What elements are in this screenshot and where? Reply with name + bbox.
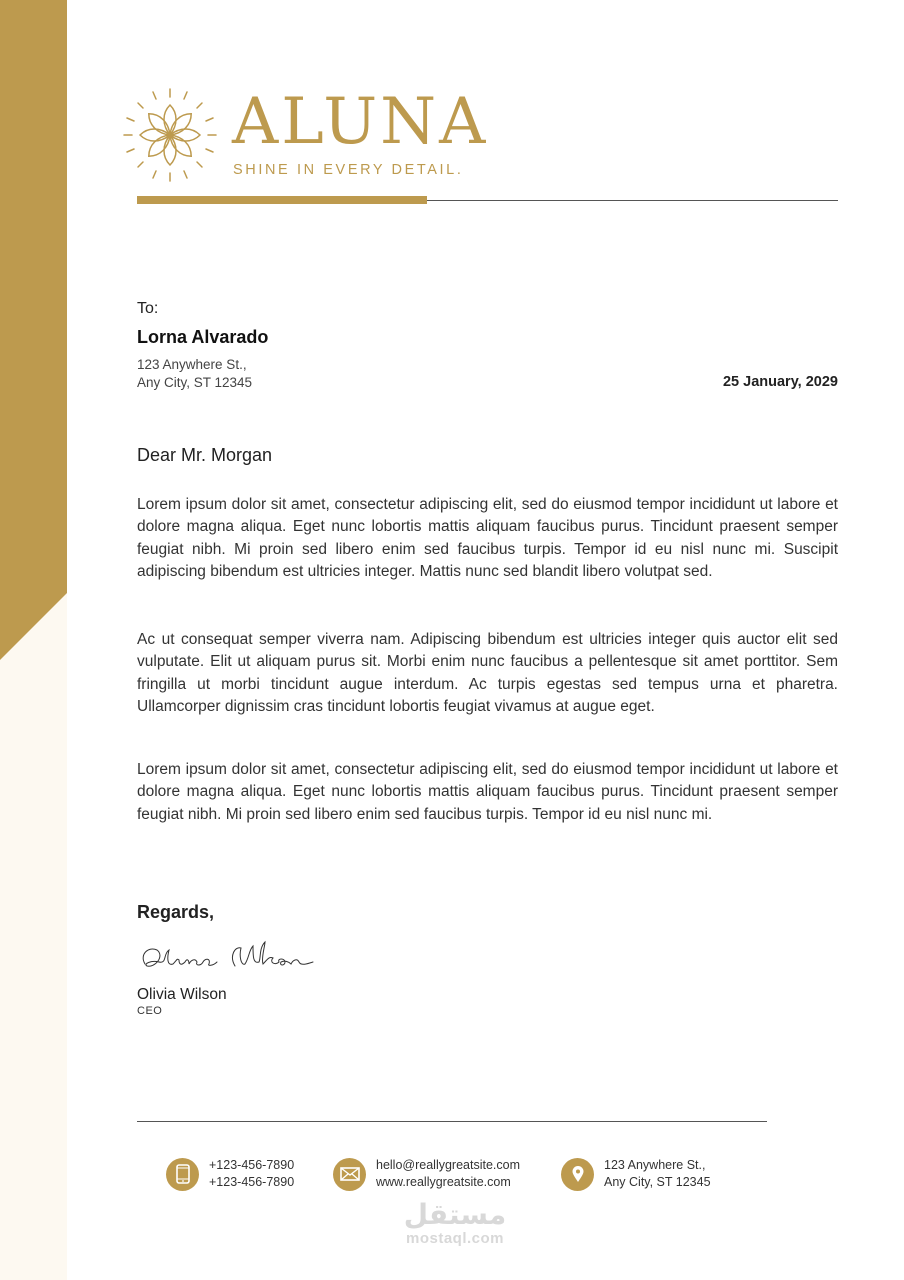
left-gold-band xyxy=(0,0,67,660)
salutation: Dear Mr. Morgan xyxy=(137,445,273,465)
brand-name: ALUNA xyxy=(232,85,489,159)
address-line2: Any City, ST 12345 xyxy=(604,1175,711,1189)
header-thin-rule xyxy=(427,200,838,201)
lotus-flower-icon xyxy=(120,82,230,192)
signer-name: Olivia Wilson xyxy=(137,986,227,1003)
phone-icon xyxy=(166,1158,199,1191)
body-paragraph: Ac ut consequat semper viverra nam. Adipiscing bibendum est ultricies integer quis auctor elit sed vulputate. Elit ut aliquam purus sit. Morbi enim nunc faucibus a pellentesque sit amet porttitor. Sem fringilla ut morbi tincidunt augue interdum. Ac turpis egestas sed tempus urna et pharetra. Ullamcorper dignissim cras tincidunt lobortis feugiat vivamus at augue eget. xyxy=(137,631,838,716)
recipient-address-line1: 123 Anywhere St., xyxy=(137,357,247,372)
signer-title: CEO xyxy=(137,1005,163,1017)
brand-tagline: SHINE IN EVERY DETAIL. xyxy=(233,162,464,178)
contact-phone xyxy=(166,1157,294,1191)
contact-email xyxy=(333,1157,520,1191)
watermark-latin: mostaql.com xyxy=(405,1230,505,1247)
watermark-arabic: مستقل xyxy=(403,1198,507,1231)
email-address[interactable]: hello@reallygreatsite.com xyxy=(376,1158,521,1172)
closing: Regards, xyxy=(137,902,215,922)
footer-rule xyxy=(137,1121,767,1122)
header-gold-rule xyxy=(137,196,427,204)
recipient-address-line2: Any City, ST 12345 xyxy=(137,375,253,390)
letter-date: 25 January, 2029 xyxy=(722,374,838,390)
envelope-icon xyxy=(333,1158,366,1191)
body-paragraph: Lorem ipsum dolor sit amet, consectetur adipiscing elit, sed do eiusmod tempor incididunt ut labore et dolore magna aliqua. Eget nunc lobortis mattis aliquam faucibus purus. Tincidunt praesent semper feugiat nibh. Mi proin sed libero enim sed faucibus turpis. Tempor id eu nisl nunc mi. xyxy=(137,761,838,823)
contact-address xyxy=(561,1157,711,1191)
phone-number-1: +123-456-7890 xyxy=(209,1158,295,1172)
to-label: To: xyxy=(137,300,159,317)
watermark xyxy=(380,1200,530,1247)
address-line1: 123 Anywhere St., xyxy=(604,1158,706,1172)
website-url[interactable]: www.reallygreatsite.com xyxy=(376,1175,511,1189)
phone-number-2: +123-456-7890 xyxy=(209,1175,295,1189)
recipient-name: Lorna Alvarado xyxy=(137,327,269,347)
signature-image xyxy=(137,936,327,981)
body-paragraph: Lorem ipsum dolor sit amet, consectetur adipiscing elit, sed do eiusmod tempor incididunt ut labore et dolore magna aliqua. Eget nunc lobortis mattis aliquam faucibus purus. Tincidunt praesent semper feugiat nibh. Mi proin sed libero enim sed faucibus turpis. Tempor id eu nisl nunc mi. Suscipit adipiscing bibendum est ultricies integer. Mattis nunc sed blandit libero volutpat sed. xyxy=(137,496,838,581)
location-pin-icon xyxy=(561,1158,594,1191)
